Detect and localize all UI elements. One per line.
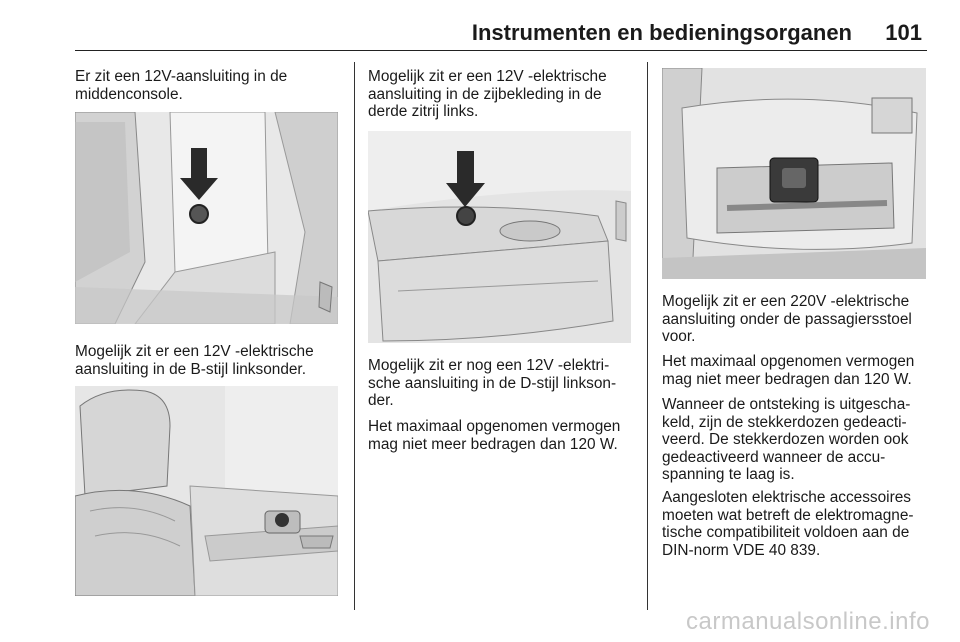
figure-third-row-trim-socket <box>368 131 631 343</box>
middle-paragraph-3: Het maximaal opgenomen vermogen mag niet meer bedragen dan 120 W. <box>368 418 621 453</box>
figure-under-seat-220v-socket <box>662 68 926 279</box>
column-divider-left <box>354 62 355 610</box>
right-paragraph-4: Aangesloten elektrische accessoires moeten wat betreft de elektromagne-tische compatibiliteit voldoen aan de DIN-norm VDE 40 839. <box>662 489 914 559</box>
figure-b-pillar-socket <box>75 386 338 596</box>
chapter-title: Instrumenten en bedieningsorganen <box>471 20 852 45</box>
left-paragraph-1: Er zit een 12V-aansluiting in de middenconsole. <box>75 68 288 103</box>
left-paragraph-2: Mogelijk zit er een 12V -elektrische aansluiting in de B-stijl linksonder. <box>75 343 314 378</box>
right-paragraph-3: Wanneer de ontsteking is uitgescha-keld, zijn de stekkerdozen gedeacti-veerd. De stekkerdozen worden ook gedeactiveerd wanneer de accu-spanning te laag is. <box>662 396 911 483</box>
figure-center-console-socket <box>75 112 338 324</box>
watermark: carmanualsonline.info <box>686 608 930 635</box>
header-rule <box>75 50 927 51</box>
right-paragraph-1: Mogelijk zit er een 220V -elektrische aansluiting onder de passagiersstoel voor. <box>662 293 912 345</box>
right-paragraph-2: Het maximaal opgenomen vermogen mag niet meer bedragen dan 120 W. <box>662 353 915 388</box>
column-divider-right <box>647 62 648 610</box>
page-number: 101 <box>885 20 922 45</box>
middle-paragraph-2: Mogelijk zit er nog een 12V -elektri-sche aansluiting in de D-stijl linkson-der. <box>368 357 617 409</box>
middle-paragraph-1: Mogelijk zit er een 12V -elektrische aansluiting in de zijbekleding in de derde zitrij links. <box>368 68 607 120</box>
page-header <box>0 0 960 50</box>
